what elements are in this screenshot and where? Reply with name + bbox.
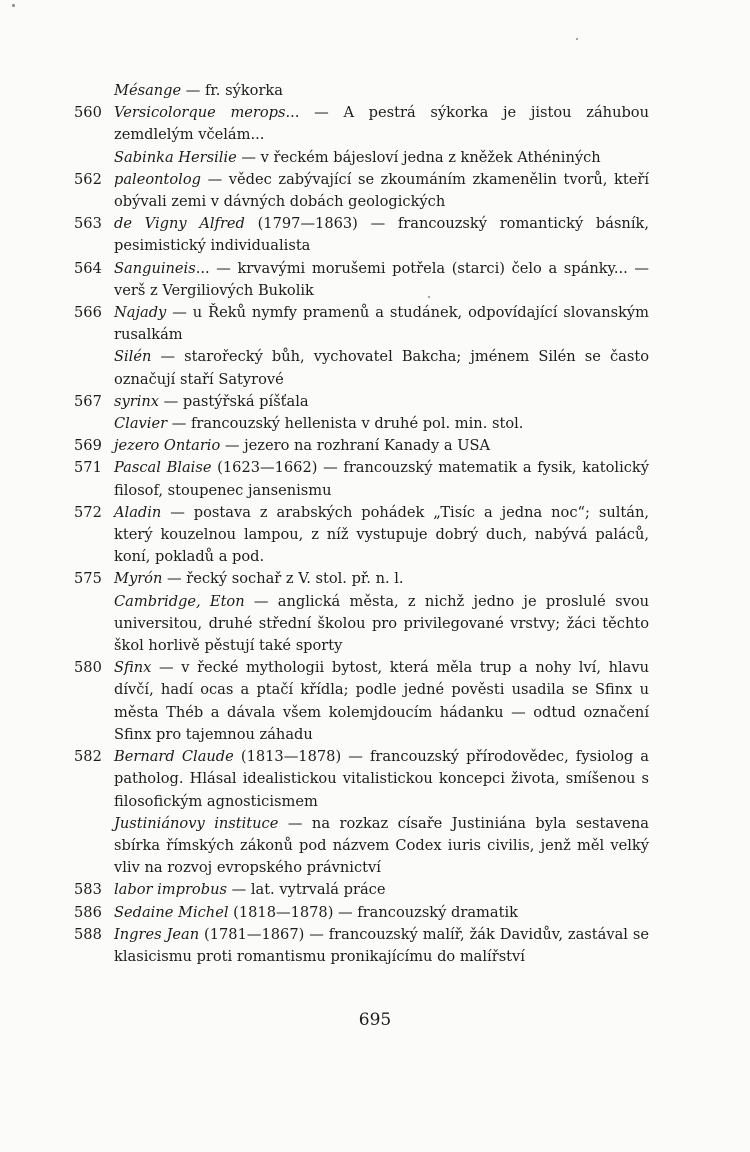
entry-separator: (1818—1878) — — [228, 903, 358, 921]
glossary-entry — [74, 169, 649, 213]
entry-separator: — — [159, 392, 183, 410]
entry-term: de Vigny Alfred — [114, 215, 245, 233]
page-reference-number: 586 — [74, 903, 102, 921]
entry-definition: fr. sýkorka — [205, 82, 283, 99]
glossary-entry — [74, 302, 649, 346]
entry-term: Bernard Claude — [114, 748, 234, 766]
entry-separator: — — [226, 881, 251, 899]
entry-separator: — — [151, 659, 182, 677]
entry-separator: — — [167, 415, 191, 433]
entry-term: Justiniánovy instituce — [114, 814, 279, 832]
entry-term: Versicolorque merops — [114, 104, 286, 122]
page-reference-number: 563 — [74, 215, 102, 233]
entry-separator: (1781—1867) — — [199, 925, 329, 943]
entry-definition: řecký sochař z V. stol. př. n. l. — [186, 570, 404, 588]
entry-term: paleontolog — [114, 170, 201, 188]
entry-separator: — — [244, 592, 278, 610]
print-speck — [12, 4, 15, 7]
entry-definition: postava z arabských pohádek „Tisíc a jedna noc“; sultán, který kouzelnou lampou, z níž vystupuje dobrý duch, nabývá paláců, koní, pokladů a pod. — [114, 503, 649, 566]
entry-term: jezero Ontario — [114, 437, 221, 455]
glossary-entry — [74, 346, 649, 390]
entry-term: Najady — [114, 304, 167, 322]
glossary-entry — [74, 813, 649, 880]
entry-separator: (1623—1662) — — [211, 459, 344, 477]
entry-definition: francouzský přírodovědec, fysiolog a patholog. Hlásal idealistickou vitalistickou koncepci života, smíšenou s filosofickým agnosticismem — [114, 748, 649, 810]
entry-definition: pastýřská píšťala — [182, 392, 309, 410]
entry-term: syrinx — [114, 392, 160, 410]
page-reference-number: 571 — [74, 459, 102, 477]
entry-separator: — — [161, 503, 194, 521]
entry-definition: francouzský matematik a fysik, katolický filosof, stoupenec jansenismu — [114, 459, 650, 499]
page-reference-number: 583 — [74, 881, 102, 899]
glossary-entry — [74, 435, 649, 457]
glossary-entry — [74, 746, 649, 813]
entry-definition: v řecké mythologii bytost, která měla trup a nohy lví, hlavu dívčí, hadí ocas a ptačí křídla; podle jedné pověsti usadila se Sfinx u města Théb a dávala všem kolemjdoucím hádanku — odtud označení Sfinx pro tajemnou záhadu — [114, 659, 650, 743]
entry-term: Myrón — [114, 570, 163, 588]
entry-separator: — — [166, 304, 193, 322]
entry-separator: (1797—1863) — — [244, 215, 398, 233]
glossary-entry — [74, 457, 649, 501]
entry-term: Silén — [114, 348, 152, 366]
page-number: 695 — [358, 1010, 392, 1030]
glossary-entry — [74, 902, 649, 924]
page-reference-number: 567 — [74, 392, 102, 410]
glossary-entry — [74, 924, 649, 968]
entry-definition: vědec zabývající se zkoumáním zkamenělin tvorů, kteří obývali zemi v dávných dobách geologických — [114, 170, 650, 211]
entry-term: Mésange — [114, 82, 182, 99]
glossary-entry — [74, 879, 649, 901]
entry-definition: krvavými morušemi potřela (starci) čelo a spánky... — verš z Vergiliových Bukolik — [114, 259, 649, 299]
entry-term: Cambridge, Eton — [114, 592, 245, 610]
entry-definition: na rozkaz císaře Justiniána byla sestavena sbírka římských zákonů pod názvem Codex iuris civilis, jenž měl velký vliv na rozvoj evropského právnictví — [114, 814, 650, 877]
page-reference-number: 580 — [74, 659, 102, 677]
entry-term: Sabinka Hersilie — [114, 148, 237, 166]
entry-definition: francouzský romantický básník, pesimistický individualista — [114, 215, 649, 255]
glossary-entry — [74, 80, 649, 102]
entry-separator: ... — — [285, 104, 344, 122]
entry-separator: — — [200, 170, 229, 188]
entry-separator: — — [220, 437, 245, 455]
glossary-entry — [74, 657, 649, 746]
glossary-entry — [74, 102, 649, 146]
entry-separator: — — [181, 82, 206, 99]
entry-term: Pascal Blaise — [114, 459, 212, 477]
entry-term: Aladin — [114, 503, 162, 521]
glossary-entry — [74, 502, 649, 569]
entry-definition: francouzský hellenista v druhé pol. min. stol. — [190, 415, 524, 433]
print-speck — [576, 38, 578, 40]
entry-separator: (1813—1878) — — [233, 748, 370, 766]
entry-definition: starořecký bůh, vychovatel Bakcha; jménem Silén se často označují staří Satyrové — [114, 348, 649, 388]
glossary-entry — [74, 213, 649, 257]
glossary-entry — [74, 591, 649, 658]
entry-term: Sedaine Michel — [114, 903, 229, 921]
entry-definition: francouzský dramatik — [357, 903, 518, 921]
entry-definition: u Řeků nymfy pramenů a studánek, odpovídající slovanským rusalkám — [114, 304, 650, 344]
entry-definition: anglická města, z nichž jedno je proslulé svou universitou, druhé střední školou pro privilegované vrstvy; žáci těchto škol horlivě pěstují také sporty — [114, 592, 649, 655]
entry-separator: ... — — [195, 259, 238, 277]
entry-separator: — — [151, 348, 185, 366]
glossary-entries — [74, 80, 649, 968]
entry-definition: lat. vytrvalá práce — [250, 881, 386, 899]
glossary-entry — [74, 258, 649, 302]
print-speck — [428, 296, 430, 298]
page-reference-number: 562 — [74, 170, 102, 188]
entry-separator: — — [236, 148, 261, 166]
glossary-entry — [74, 413, 649, 435]
glossary-entry — [74, 147, 649, 169]
page-reference-number: 564 — [74, 259, 102, 277]
entry-definition: A pestrá sýkorka je jistou záhubou zemdlelým včelám... — [114, 104, 649, 144]
page-reference-number: 575 — [74, 570, 102, 588]
entry-term: Sanguineis — [114, 259, 196, 277]
entry-definition: jezero na rozhraní Kanady a USA — [244, 437, 491, 455]
entry-term: Sfinx — [114, 659, 152, 677]
entry-term: Clavier — [114, 415, 168, 433]
entry-separator: — — [162, 570, 187, 588]
glossary-entry — [74, 391, 649, 413]
entry-term: labor improbus — [114, 881, 227, 899]
page-reference-number: 569 — [74, 437, 102, 455]
glossary-entry — [74, 568, 649, 590]
page-reference-number: 572 — [74, 503, 102, 521]
entry-definition: francouzský malíř, žák Davidův, zastával se klasicismu proti romantismu pronikajícímu do malířství — [114, 925, 649, 965]
page-reference-number: 560 — [74, 104, 102, 122]
page-reference-number: 566 — [74, 304, 102, 322]
page-reference-number: 588 — [74, 925, 102, 943]
entry-separator: — — [278, 814, 312, 832]
page-reference-number: 582 — [74, 748, 102, 766]
entry-definition: v řeckém bájesloví jedna z kněžek Athéniných — [260, 148, 601, 166]
entry-term: Ingres Jean — [114, 925, 200, 943]
